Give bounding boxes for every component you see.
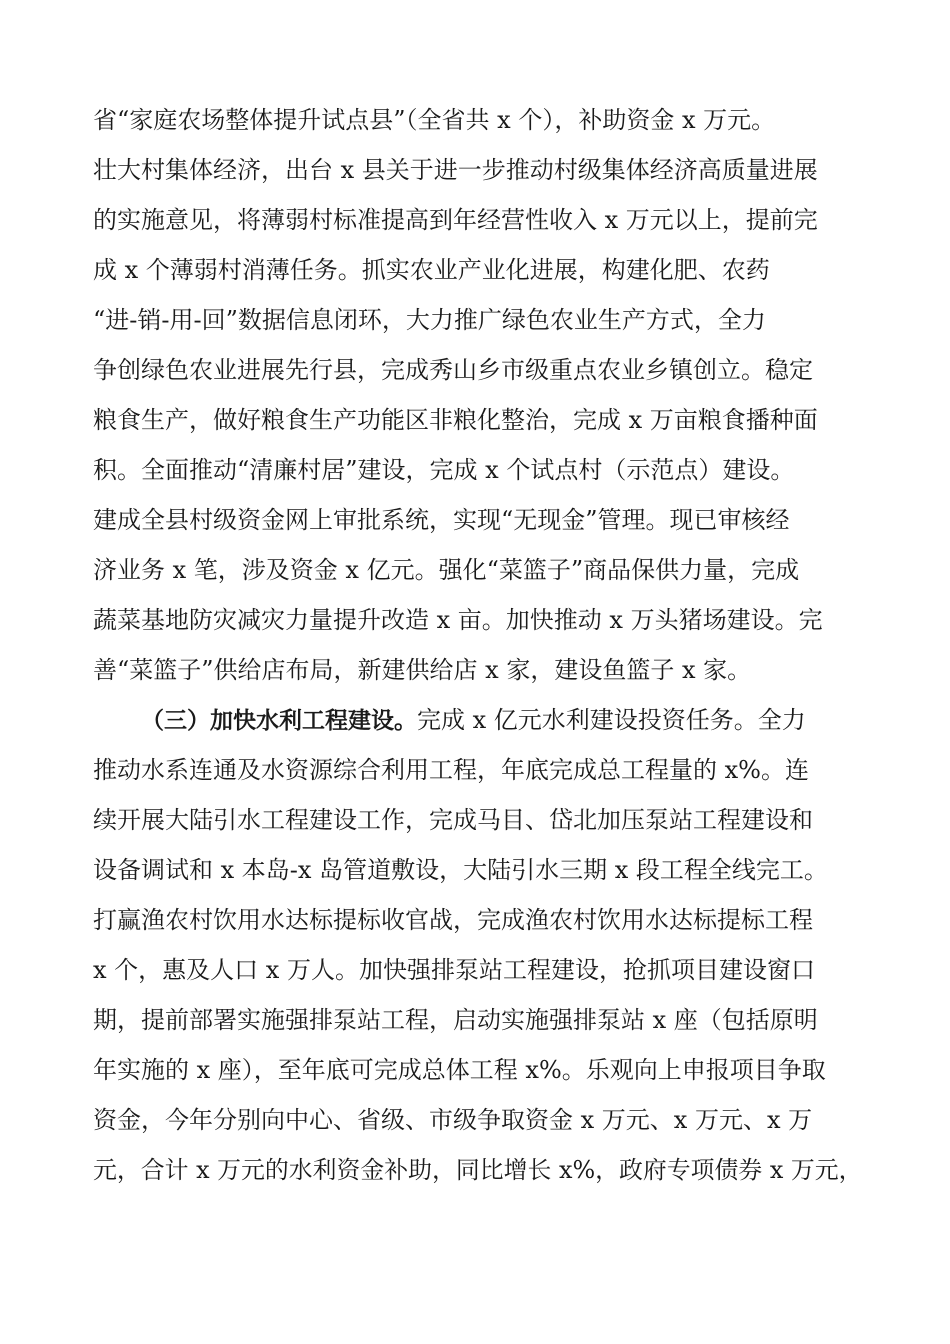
paragraph-1-line-10: 济业务 x 笔，涉及资金 x 亿元。强化“菜篮子”商品保供力量，完成 (93, 556, 800, 584)
paragraph-1-line-6: 争创绿色农业进展先行县，完成秀山乡市级重点农业乡镇创立。稳定 (93, 356, 813, 384)
paragraph-2-first-line-text: 完成 x 亿元水利建设投资任务。全力 (417, 706, 806, 734)
paragraph-2-line-6: x 个，惠及人口 x 万人。加快强排泵站工程建设，抢抓项目建设窗口 (93, 956, 815, 984)
paragraph-2-first-line (141, 700, 863, 740)
paragraph-1-line-3: 的实施意见，将薄弱村标准提高到年经营性收入 x 万元以上，提前完 (93, 206, 818, 234)
paragraph-2-line-8: 年实施的 x 座），至年底可完成总体工程 x%。乐观向上申报项目争取 (93, 1056, 826, 1084)
paragraph-1-line-12: 善“菜篮子”供给店布局，新建供给店 x 家，建设鱼篮子 x 家。 (93, 656, 752, 684)
paragraph-1-line-9: 建成全县村级资金网上审批系统，实现“无现金”管理。现已审核经 (93, 506, 790, 534)
paragraph-2-line-2: 推动水系连通及水资源综合利用工程，年底完成总工程量的 x%。连 (93, 756, 809, 784)
paragraph-1-line-7: 粮食生产，做好粮食生产功能区非粮化整治，完成 x 万亩粮食播种面 (93, 406, 818, 434)
paragraph-1-line-8: 积。全面推动“清廉村居”建设，完成 x 个试点村（示范点）建设。 (93, 456, 795, 484)
paragraph-1-line-1: 省“家庭农场整体提升试点县”（全省共 x 个），补助资金 x 万元。 (93, 106, 776, 134)
paragraph-2-line-7: 期，提前部署实施强排泵站工程，启动实施强排泵站 x 座（包括原明 (93, 1006, 818, 1034)
paragraph-1-line-4: 成 x 个薄弱村消薄任务。抓实农业产业化进展，构建化肥、农药 (93, 256, 770, 284)
paragraph-2-line-5: 打赢渔农村饮用水达标提标收官战，完成渔农村饮用水达标提标工程 (93, 906, 813, 934)
paragraph-1-line-11: 蔬菜基地防灾减灾力量提升改造 x 亩。加快推动 x 万头猪场建设。完 (93, 606, 823, 634)
paragraph-1-line-2: 壮大村集体经济，出台 x 县关于进一步推动村级集体经济高质量进展 (93, 156, 818, 184)
paragraph-2-line-9: 资金，今年分别向中心、省级、市级争取资金 x 万元、x 万元、x 万 (93, 1106, 813, 1134)
paragraph-1-line-5: “进-销-用-回”数据信息闭环，大力推广绿色农业生产方式，全力 (93, 306, 766, 334)
paragraph-2-line-10: 元，合计 x 万元的水利资金补助，同比增长 x%，政府专项债券 x 万元， (93, 1156, 863, 1184)
paragraph-2-line-4: 设备调试和 x 本岛-x 岛管道敷设，大陆引水三期 x 段工程全线完工。 (93, 856, 828, 884)
section-heading: （三）加快水利工程建设。 (141, 708, 417, 734)
paragraph-2-line-3: 续开展大陆引水工程建设工作，完成马目、岱北加压泵站工程建设和 (93, 806, 813, 834)
